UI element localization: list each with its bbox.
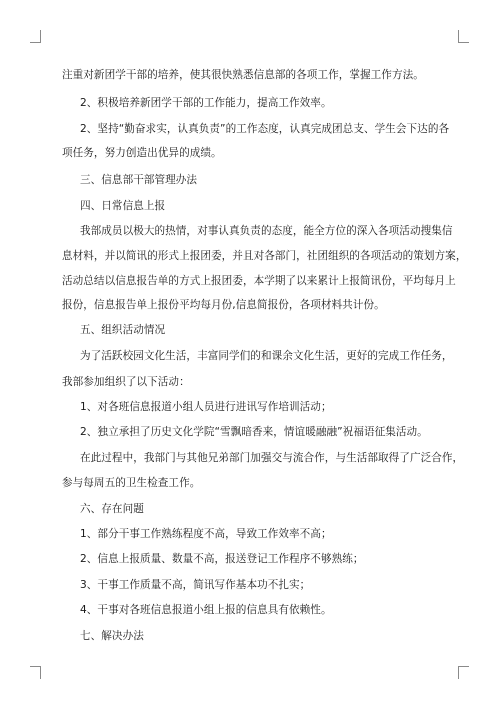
list-item: 2、信息上报质量、数量不高，报送登记工作程序不够熟练； [80,553,364,565]
crop-mark-bottom-left [30,666,41,679]
paragraph-line: 注重对新团学干部的培养，使其很快熟悉信息部的各项工作，掌握工作方法。 [62,69,424,81]
section-heading: 五、组织活动情况 [80,324,166,336]
list-item: 3、干事工作质量不高，简讯写作基本功不扎实； [80,579,311,591]
paragraph-line: 息材料，并以简讯的形式上报团委，并且对各部门，社团组织的各项活动的策划方案， [62,250,467,262]
section-heading: 四、日常信息上报 [80,200,166,212]
crop-mark-top-right [458,30,469,43]
section-heading: 三、信息部干部管理办法 [80,174,198,186]
crop-mark-top-left [30,30,41,43]
paragraph-line: 2、坚持“勤奋求实，认真负责”的工作态度，认真完成团总支、学生会下达的各 [80,123,450,135]
list-item: 2、独立承担了历史文化学院“雪飘暗香来，情谊暖融融”祝福语征集活动。 [80,426,428,438]
section-heading: 六、存在问题 [80,503,144,515]
paragraph-line: 参与每周五的卫生检查工作。 [62,477,201,489]
paragraph-line: 活动总结以信息报告单的方式上报团委，本学期了以来累计上报简讯份，平均每月上 [62,275,456,287]
paragraph-line: 项任务，努力创造出优异的成绩。 [62,147,222,159]
crop-mark-bottom-right [458,666,469,679]
list-item: 1、部分干事工作熟练程度不高，导致工作效率不高； [80,528,332,540]
paragraph-line: 我部成员以极大的热情，对事认真负责的态度，能全方位的深入各项活动搜集信 [80,225,453,237]
list-item: 1、对各班信息报道小组人员进行进讯写作培训活动； [80,401,332,413]
list-item: 4、干事对各班信息报道小组上报的信息具有依赖性。 [80,604,332,616]
paragraph-line: 我部参加组织了以下活动： [62,376,190,388]
paragraph-line: 2、积极培养新团学干部的工作能力，提高工作效率。 [80,97,332,109]
paragraph-line: 为了活跃校园文化生活，丰富同学们的和课余文化生活，更好的完成工作任务， [80,350,453,362]
section-heading: 七、解决办法 [80,630,144,642]
paragraph-line: 报份，信息报告单上报份平均每月份,信息简报份，各项材料共计份。 [62,299,385,311]
paragraph-line: 在此过程中，我部门与其他兄弟部门加强交与流合作，与生活部取得了广泛合作， [80,452,464,464]
